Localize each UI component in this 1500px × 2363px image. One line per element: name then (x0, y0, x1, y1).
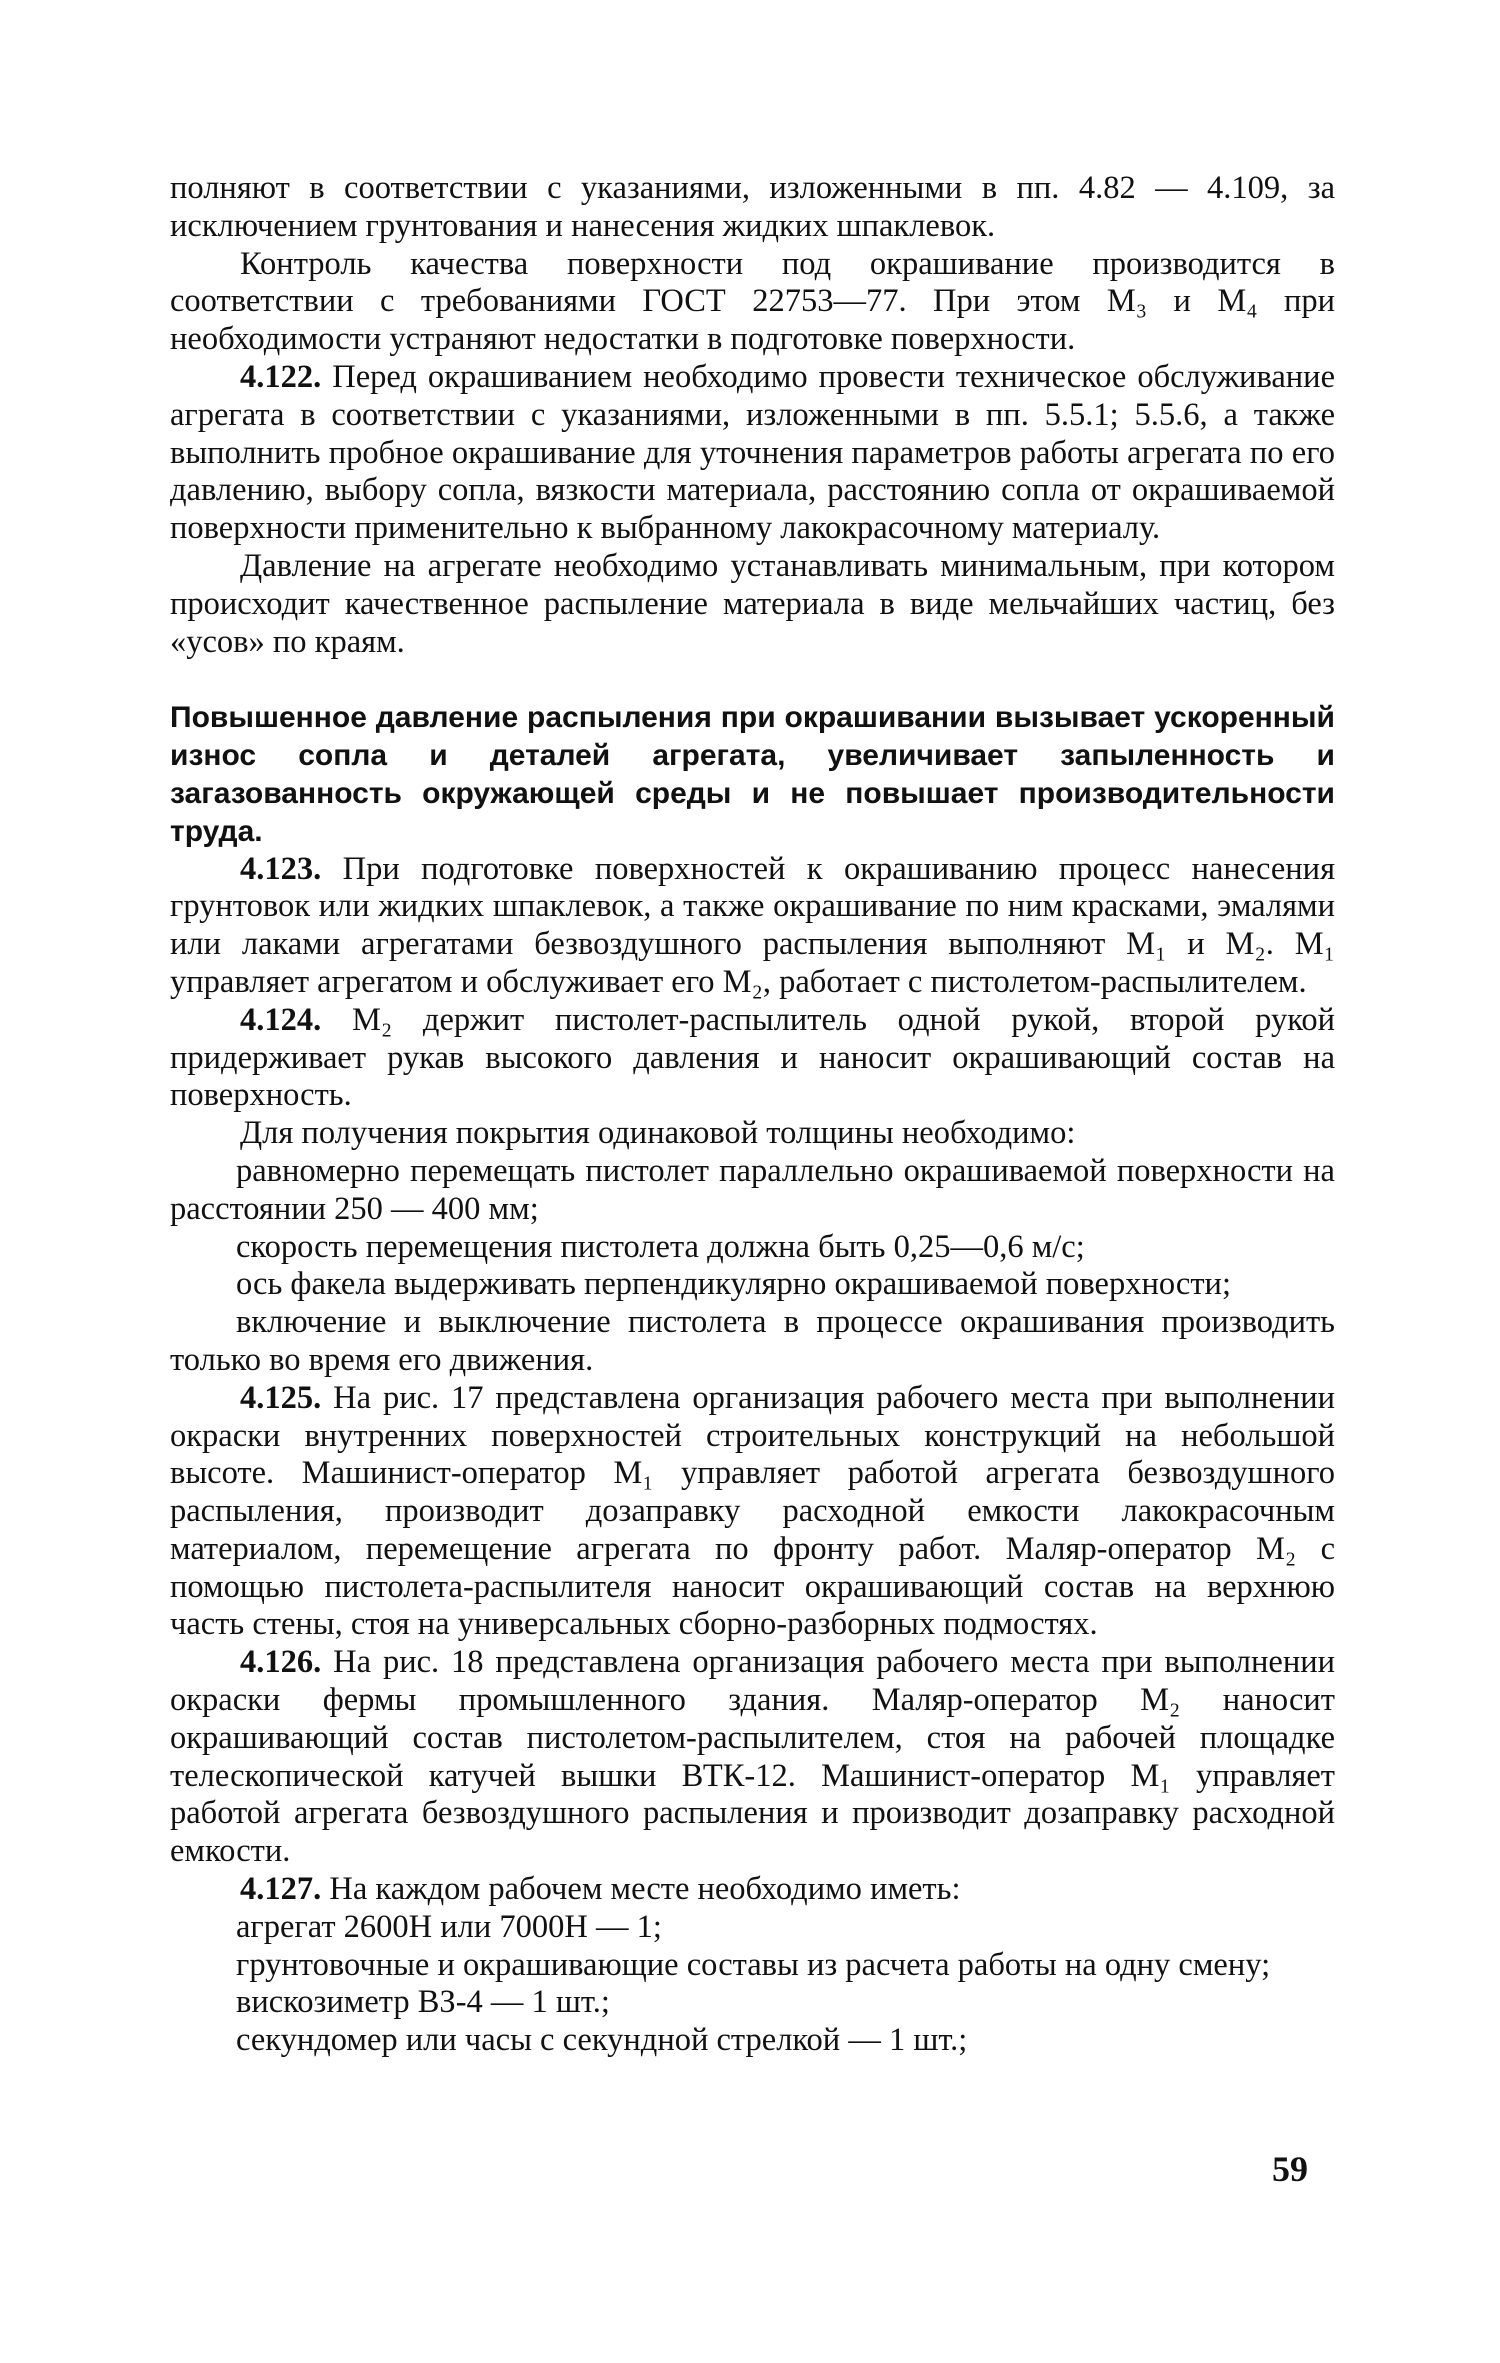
paragraph-text: На рис. 17 представлена организация рабочего места при выполнении окраски внутренних поверхностей строительных конструкций на небольшой высоте. Машинист-оператор М₁ управляет работой агрегата безвоздушного распыления, производит дозаправку расходной емкости лакокрасочным материалом, перемещение агрегата по фронту работ. Маляр-оператор М₂ с помощью пистолета-распылителя наносит окрашивающий состав на верхнюю часть стены, стоя на универсальных сборно-разборных подмостях. (170, 1379, 1336, 1643)
paragraph-text: Для получения покрытия одинаковой толщины необходимо: (240, 1115, 1076, 1152)
paragraph-uniform-coating (170, 1115, 1335, 1153)
paragraph-text: полняют в соответствии с указаниями, изложенными в пп. 4.82 — 4.109, за исключением грунтования и нанесения жидких шпаклевок. (170, 170, 1335, 244)
list-item (170, 1266, 1335, 1304)
list-item-text: скорость перемещения пистолета должна быть 0,25—0,6 м/с; (236, 1228, 1085, 1265)
list-item-text: секундомер или часы с секундной стрелкой — 1 шт.; (236, 2022, 968, 2059)
paragraph-text: Давление на агрегате необходимо устанавливать минимальным, при котором происходит качественное распыление материала в виде мельчайших частиц, без «усов» по краям. (170, 547, 1335, 660)
paragraph-text: Повышенное давление распыления при окрашивании вызывает ускоренный износ сопла и деталей агрегата, увеличивает запыленность и загазованность окружающей среды и не повышает производительности труда. (170, 701, 1335, 848)
paragraph-4-122 (170, 359, 1335, 548)
paragraph-continuation (170, 170, 1335, 246)
paragraph-quality-control (170, 246, 1335, 359)
list-item (170, 1304, 1335, 1380)
paragraph-4-123 (170, 851, 1335, 1002)
clause-number: 4.124. (240, 1001, 322, 1038)
list-item-text: агрегат 2600Н или 7000Н — 1; (236, 1908, 662, 1945)
paragraph-text: На рис. 18 представлена организация рабочего места при выполнении окраски фермы промышленного здания. Маляр-оператор М₂ наносит окрашивающий состав пистолетом-распылителем, стоя на рабочей площадке телескопической катучей вышки ВТК-12. Машинист-оператор М₁ управляет работой агрегата безвоздушного распыления и производит дозаправку расходной емкости. (170, 1644, 1336, 1870)
list-item (170, 1909, 1335, 1947)
list-item-text: равномерно перемещать пистолет параллельно окрашиваемой поверхности на расстоянии 250 — 400 мм; (170, 1152, 1335, 1227)
paragraph-text: Перед окрашиванием необходимо провести техническое обслуживание агрегата в соответствии с указаниями, изложенными в пп. 5.5.1; 5.5.6, а также выполнить пробное окрашивание для уточнения параметров работы агрегата по его давлению, выбору сопла, вязкости материала, расстоянию сопла от окрашиваемой поверхности применительно к выбранному лакокрасочному материалу. (170, 358, 1335, 547)
list-item (170, 2022, 1335, 2060)
list-item (170, 1984, 1335, 2022)
paragraph-text: Контроль качества поверхности под окрашивание производится в соответствии с требованиями ГОСТ 22753—77. При этом М₃ и М₄ при необходимости устраняют недостатки в подготовке поверхности. (170, 245, 1335, 358)
paragraph-text: При подготовке поверхностей к окрашиванию процесс нанесения грунтовок или жидких шпаклевок, а также окрашивание по ним красками, эмалями или лаками агрегатами безвоздушного распыления выполняют М₁ и М₂. М₁ управляет агрегатом и обслуживает его М₂, работает с пистолетом-распылителем. (170, 850, 1336, 1000)
list-item-text: включение и выключение пистолета в процессе окрашивания производить только во время его движения. (170, 1304, 1335, 1378)
page-number: 59 (1272, 2149, 1308, 2189)
list-item-text: вискозиметр ВЗ-4 — 1 шт.; (236, 1984, 610, 2021)
paragraph-text: На каждом рабочем месте необходимо иметь: (329, 1871, 961, 1908)
clause-number: 4.127. (240, 1871, 322, 1908)
paragraph-pressure (170, 548, 1335, 661)
important-note (170, 699, 1335, 850)
list-item (170, 1947, 1335, 1985)
paragraph-text: М₂ держит пистолет-распылитель одной рукой, второй рукой придерживает рукав высокого давления и наносит окрашивающий состав на поверхность. (170, 1001, 1335, 1114)
paragraph-4-126 (170, 1644, 1335, 1871)
list-item (170, 1229, 1335, 1267)
clause-number: 4.125. (240, 1379, 322, 1416)
list-item (170, 1153, 1335, 1229)
document-page (170, 170, 1335, 2060)
clause-number: 4.126. (240, 1644, 322, 1681)
paragraph-4-127 (170, 1871, 1335, 1909)
list-item-text: грунтовочные и окрашивающие составы из расчета работы на одну смену; (236, 1946, 1271, 1983)
list-item-text: ось факела выдерживать перпендикулярно окрашиваемой поверхности; (236, 1266, 1231, 1303)
paragraph-4-125 (170, 1380, 1335, 1645)
clause-number: 4.123. (240, 850, 322, 887)
paragraph-4-124 (170, 1002, 1335, 1115)
clause-number: 4.122. (240, 358, 322, 395)
